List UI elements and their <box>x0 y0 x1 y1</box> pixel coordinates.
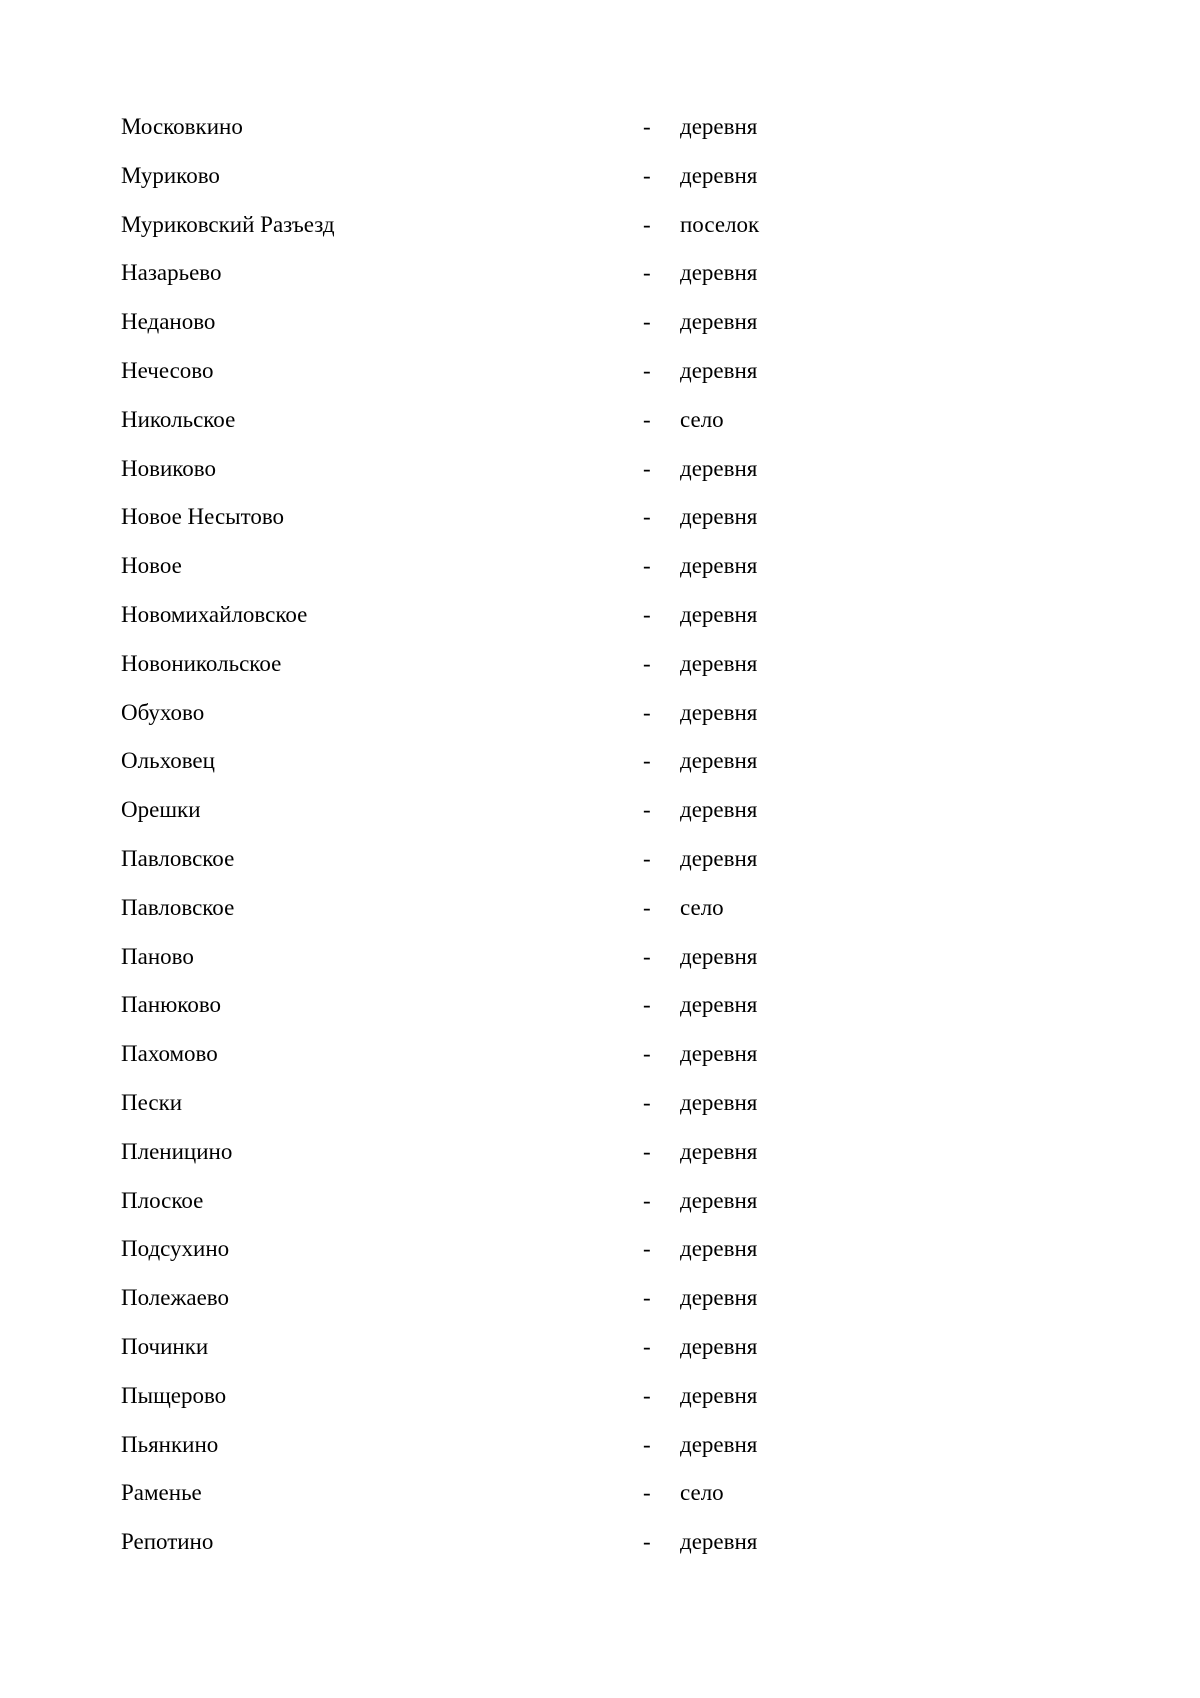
settlement-type: деревня <box>680 455 758 481</box>
settlement-name: Панюково <box>121 992 222 1018</box>
settlement-name: Муриково <box>121 162 220 188</box>
settlement-name: Пески <box>121 1089 183 1115</box>
separator-dash: - <box>643 992 651 1018</box>
settlement-type: деревня <box>680 1138 758 1164</box>
settlement-type: деревня <box>680 650 758 676</box>
separator-dash: - <box>643 748 651 774</box>
settlement-type: деревня <box>680 1236 758 1262</box>
settlement-name: Пьянкино <box>121 1431 219 1457</box>
separator-dash: - <box>643 1480 651 1506</box>
settlement-type: деревня <box>680 845 758 871</box>
list-item <box>121 105 821 154</box>
settlement-name: Муриковский Разъезд <box>121 211 335 237</box>
settlement-type: село <box>680 894 724 920</box>
settlement-name: Пахомово <box>121 1041 218 1067</box>
separator-dash: - <box>643 601 651 627</box>
list-item <box>121 1374 821 1423</box>
list-item <box>121 544 821 593</box>
settlement-type: деревня <box>680 1187 758 1213</box>
settlement-type: село <box>680 1480 724 1506</box>
settlement-type: деревня <box>680 943 758 969</box>
settlement-name: Неданово <box>121 309 216 335</box>
settlement-type: деревня <box>680 992 758 1018</box>
settlement-name: Раменье <box>121 1480 202 1506</box>
settlement-type: деревня <box>680 699 758 725</box>
settlement-name: Московкино <box>121 114 243 139</box>
settlement-type: деревня <box>680 1285 758 1311</box>
settlement-type: деревня <box>680 1089 758 1115</box>
settlement-type: село <box>680 406 724 432</box>
settlement-name: Паново <box>121 943 194 969</box>
separator-dash: - <box>643 357 651 383</box>
separator-dash: - <box>643 1138 651 1164</box>
separator-dash: - <box>643 260 651 286</box>
settlement-name: Нечесово <box>121 357 214 383</box>
settlement-name: Новое Несытово <box>121 504 285 530</box>
list-item <box>121 691 821 740</box>
list-item <box>121 1325 821 1374</box>
separator-dash: - <box>643 699 651 725</box>
separator-dash: - <box>643 894 651 920</box>
settlement-name: Плоское <box>121 1187 204 1213</box>
settlement-type: деревня <box>680 357 758 383</box>
list-item <box>121 1130 821 1179</box>
settlement-type: деревня <box>680 1041 758 1067</box>
separator-dash: - <box>643 504 651 530</box>
separator-dash: - <box>643 1333 651 1359</box>
settlement-type: деревня <box>680 504 758 530</box>
separator-dash: - <box>643 1529 651 1555</box>
settlement-name: Новое <box>121 553 182 579</box>
list-item <box>121 886 821 935</box>
separator-dash: - <box>643 455 651 481</box>
settlement-type: деревня <box>680 1529 758 1555</box>
separator-dash: - <box>643 943 651 969</box>
list-item <box>121 1227 821 1276</box>
settlement-type: деревня <box>680 1431 758 1457</box>
list-item <box>121 154 821 203</box>
separator-dash: - <box>643 162 651 188</box>
separator-dash: - <box>643 845 651 871</box>
list-item <box>121 788 821 837</box>
settlement-type: деревня <box>680 114 758 139</box>
separator-dash: - <box>643 1089 651 1115</box>
list-item <box>121 642 821 691</box>
separator-dash: - <box>643 1187 651 1213</box>
list-item <box>121 447 821 496</box>
settlement-type: деревня <box>680 553 758 579</box>
separator-dash: - <box>643 1285 651 1311</box>
settlement-name: Назарьево <box>121 260 222 286</box>
settlement-name: Пленицино <box>121 1138 233 1164</box>
list-item <box>121 1032 821 1081</box>
settlement-name: Павловское <box>121 845 235 871</box>
list-item <box>121 593 821 642</box>
settlement-type: деревня <box>680 309 758 335</box>
separator-dash: - <box>643 1236 651 1262</box>
settlement-type: деревня <box>680 748 758 774</box>
settlement-name: Новоникольское <box>121 650 282 676</box>
list-item <box>121 1179 821 1228</box>
settlement-type: деревня <box>680 797 758 823</box>
list-item <box>121 983 821 1032</box>
settlement-name: Полежаево <box>121 1285 230 1311</box>
list-item <box>121 1081 821 1130</box>
settlement-name: Починки <box>121 1333 209 1359</box>
list-item <box>121 1471 821 1520</box>
separator-dash: - <box>643 797 651 823</box>
separator-dash: - <box>643 650 651 676</box>
separator-dash: - <box>643 211 651 237</box>
list-item <box>121 349 821 398</box>
separator-dash: - <box>643 114 651 139</box>
list-item <box>121 495 821 544</box>
settlement-type: деревня <box>680 1382 758 1408</box>
settlement-type: деревня <box>680 260 758 286</box>
separator-dash: - <box>643 553 651 579</box>
separator-dash: - <box>643 1041 651 1067</box>
settlement-type: деревня <box>680 1333 758 1359</box>
settlement-type: поселок <box>680 211 760 237</box>
settlement-type: деревня <box>680 162 758 188</box>
settlement-name: Подсухино <box>121 1236 230 1262</box>
separator-dash: - <box>643 1382 651 1408</box>
settlement-name: Орешки <box>121 797 201 823</box>
list-item <box>121 1520 821 1569</box>
settlement-type: деревня <box>680 601 758 627</box>
list-item <box>121 935 821 984</box>
settlement-name: Новиково <box>121 455 216 481</box>
separator-dash: - <box>643 309 651 335</box>
separator-dash: - <box>643 406 651 432</box>
settlement-name: Репотино <box>121 1529 214 1555</box>
list-item <box>121 300 821 349</box>
settlement-name: Ольховец <box>121 748 215 774</box>
separator-dash: - <box>643 1431 651 1457</box>
settlement-name: Пыщерово <box>121 1382 227 1408</box>
list-item <box>121 203 821 252</box>
list-item <box>121 837 821 886</box>
list-item <box>121 398 821 447</box>
settlement-name: Павловское <box>121 894 235 920</box>
settlement-name: Новомихайловское <box>121 601 308 627</box>
list-item <box>121 1276 821 1325</box>
settlement-list <box>121 105 821 1569</box>
list-item <box>121 1423 821 1472</box>
list-item <box>121 739 821 788</box>
settlement-name: Никольское <box>121 406 236 432</box>
settlement-name: Обухово <box>121 699 205 725</box>
list-item <box>121 251 821 300</box>
